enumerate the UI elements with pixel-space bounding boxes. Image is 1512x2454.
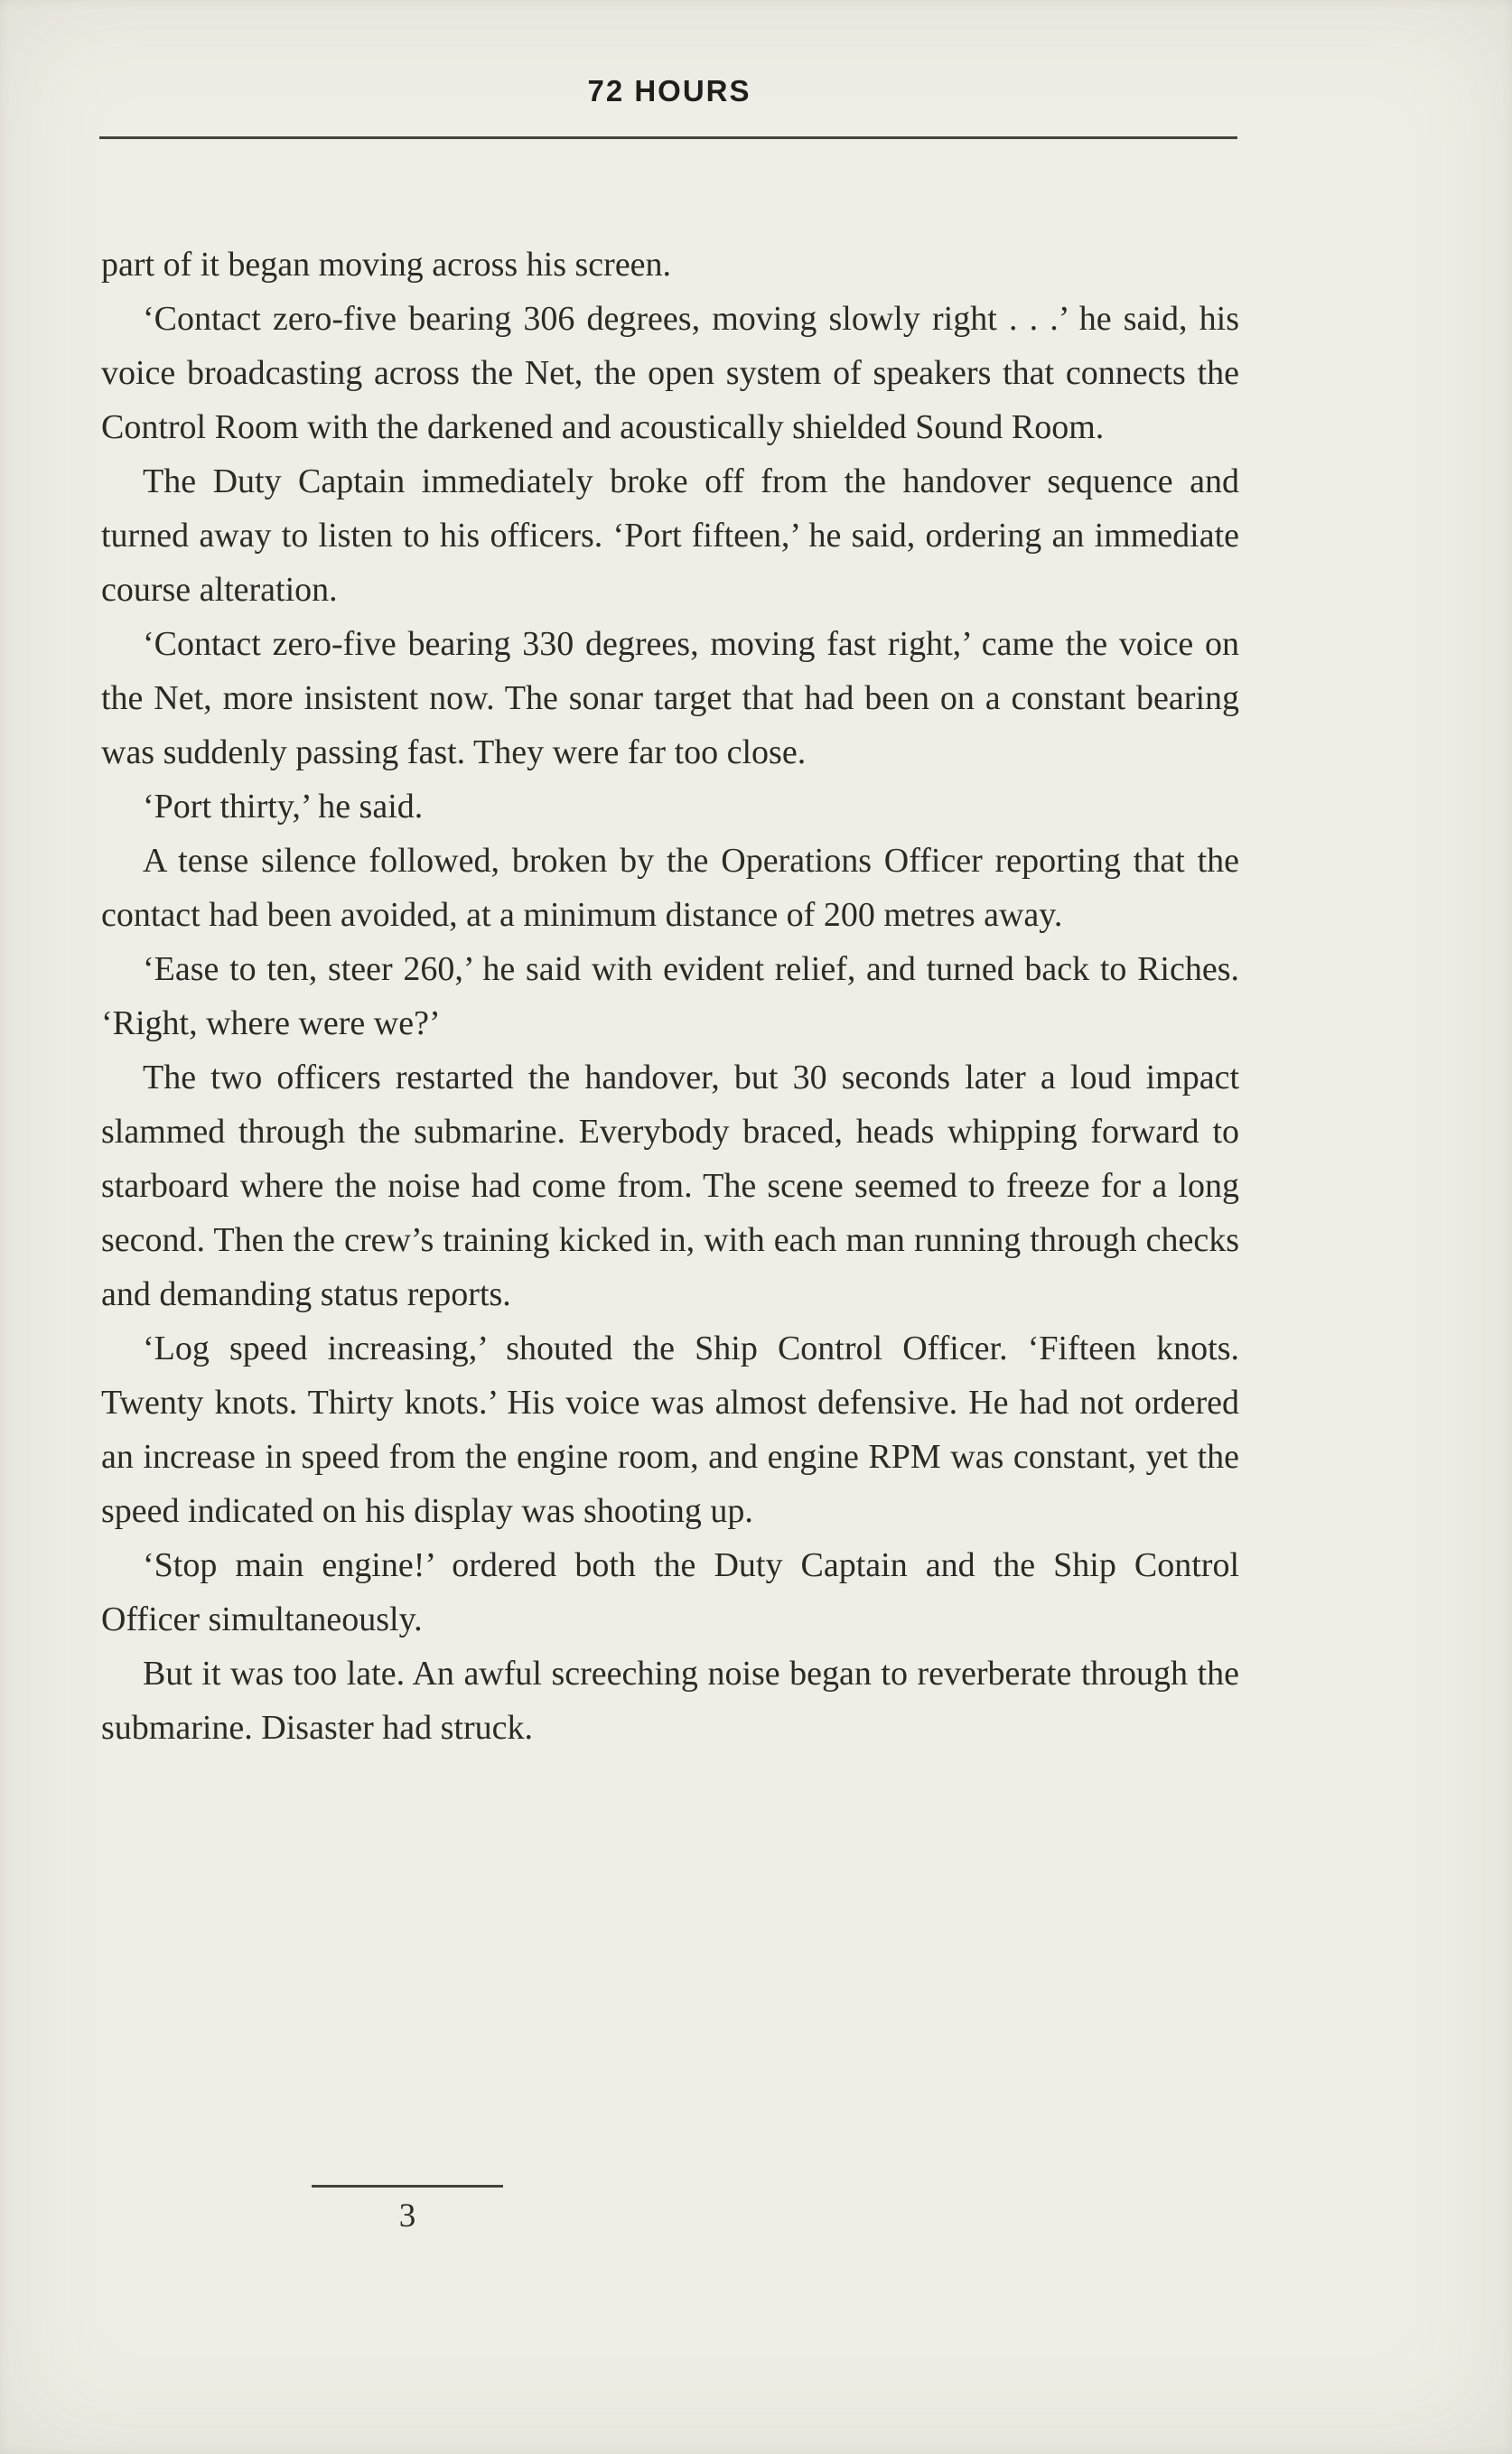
paragraph: ‘Contact zero-five bearing 330 degrees, moving fast right,’ came the voice on the Net, more insistent now. The sonar target that had been on a constant bearing was suddenly passing fast. They were far too close. [101,625,1239,771]
footer-rule [312,2185,503,2188]
header-rule [99,136,1237,139]
paragraph: ‘Stop main engine!’ ordered both the Duty Captain and the Ship Control Officer simultaneously. [101,1546,1239,1638]
paragraph: A tense silence followed, broken by the Operations Officer reporting that the contact had been avoided, at a minimum distance of 200 metres away. [101,842,1239,934]
running-header-title: 72 HOURS [587,74,751,107]
paragraph: The two officers restarted the handover, but 30 seconds later a loud impact slammed through the submarine. Everybody braced, heads whipping forward to starboard where the noise had come from. The scene seemed to freeze for a long second. Then the crew’s training kicked in, with each man running through checks and demanding status reports. [101,1059,1239,1313]
paragraph: ‘Contact zero-five bearing 306 degrees, moving slowly right . . .’ he said, his voice broadcasting across the Net, the open system of speakers that connects the Control Room with the darkened and acoustically shielded Sound Room. [101,300,1239,446]
paragraph: ‘Log speed increasing,’ shouted the Ship Control Officer. ‘Fifteen knots. Twenty knots. Thirty knots.’ His voice was almost defensive. He had not ordered an increase in speed from the engine room, and engine RPM was constant, yet the speed indicated on his display was shooting up. [101,1330,1239,1530]
body-text [101,238,1239,1755]
paragraph: ‘Port thirty,’ he said. [143,788,424,826]
paragraph: ‘Ease to ten, steer 260,’ he said with evident relief, and turned back to Riches. ‘Right, where were we?’ [101,950,1239,1042]
paragraph: part of it began moving across his screen. [101,246,672,284]
paragraph: But it was too late. An awful screeching noise began to reverberate through the submarine. Disaster had struck. [101,1655,1239,1747]
page-number: 3 [398,2197,416,2235]
paragraph: The Duty Captain immediately broke off from the handover sequence and turned away to listen to his officers. ‘Port fifteen,’ he said, ordering an immediate course alteration. [101,462,1239,609]
